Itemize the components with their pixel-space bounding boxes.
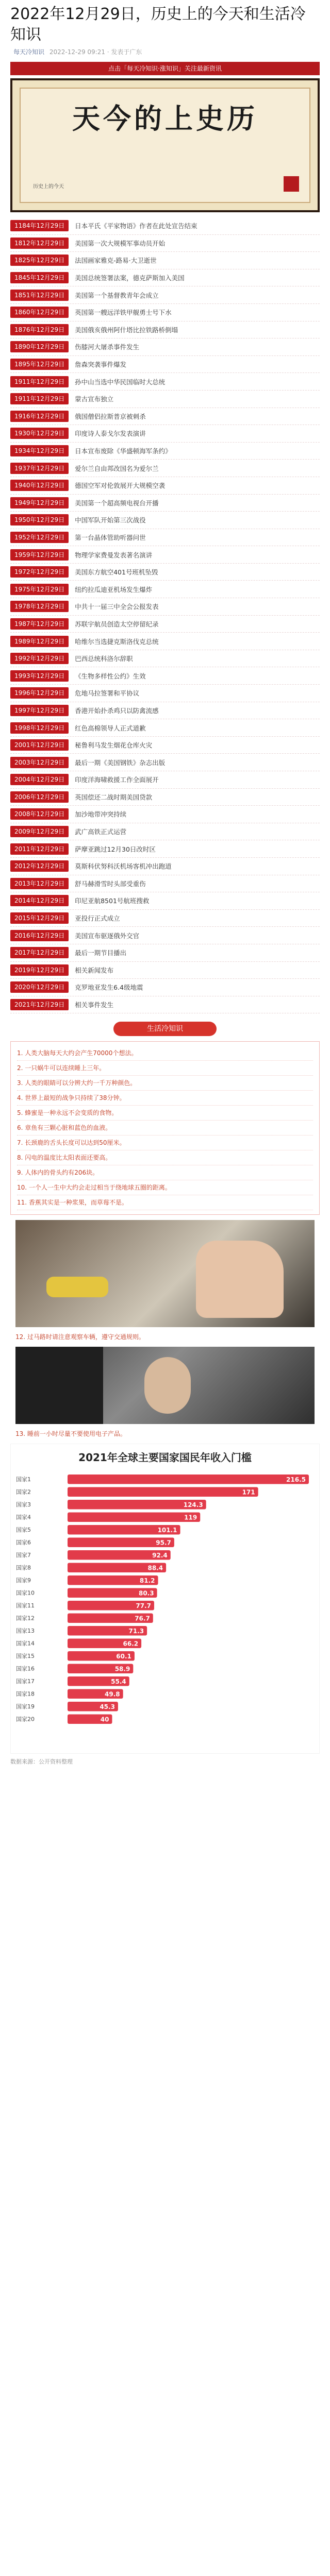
chart-value-label: 216.5: [286, 1476, 306, 1484]
chart-category-label: 国家20: [16, 1716, 35, 1723]
event-row: [10, 235, 320, 252]
event-date: 1940年12月29日: [10, 480, 69, 491]
chart-value-label: 60.1: [116, 1653, 131, 1660]
event-date: 1959年12月29日: [10, 549, 69, 561]
event-text: 俄国僧侣拉斯普京被刺杀: [75, 412, 146, 420]
event-row: [10, 702, 320, 720]
source-note: 数据来源：公开资料整理: [10, 1758, 73, 1766]
knowledge-item: 1. 人类大脑每天大约会产生70000个想法。: [17, 1046, 313, 1061]
event-date: 1184年12月29日: [10, 220, 69, 231]
event-row: [10, 477, 320, 495]
event-row: [10, 408, 320, 426]
event-date: 2001年12月29日: [10, 739, 69, 751]
event-date: 1890年12月29日: [10, 341, 69, 352]
event-date: 1996年12月29日: [10, 687, 69, 699]
event-row: [10, 425, 320, 443]
chart-value-label: 77.7: [136, 1602, 151, 1610]
event-text: 美国第一次大规模军事动员开始: [75, 239, 166, 247]
event-date: 2004年12月29日: [10, 774, 69, 785]
knowledge-item: 2. 一只蜗牛可以连续睡上三年。: [17, 1061, 313, 1076]
event-date: 2014年12月29日: [10, 895, 69, 906]
income-chart: [10, 1444, 320, 1754]
event-text: 第一台晶体管助听器问世: [75, 533, 146, 541]
event-row: [10, 927, 320, 944]
account-link[interactable]: 每天冷知识: [13, 48, 45, 56]
chart-value-label: 76.7: [135, 1615, 150, 1622]
event-text: 巴西总统科洛尔辞职: [75, 655, 133, 663]
caption-1: 12. 过马路时请注意观察车辆，遵守交通规则。: [15, 1333, 145, 1341]
red-seal-icon: [284, 176, 299, 192]
follow-banner[interactable]: 点击「每天冷知识·涨知识」关注最新资讯: [10, 62, 320, 75]
event-text: 印尼亚航8501号航班搜救: [75, 897, 150, 905]
event-text: 印度诗人泰戈尔发表演讲: [75, 430, 146, 438]
event-date: 1930年12月29日: [10, 428, 69, 439]
event-date: 1845年12月29日: [10, 272, 69, 283]
dark-panel: [15, 1347, 103, 1424]
event-text: 美国第一个基督教青年会成立: [75, 291, 159, 299]
event-row: [10, 910, 320, 927]
event-row: [10, 495, 320, 512]
knowledge-item: 11. 香蕉其实是一种浆果，而草莓不是。: [17, 1195, 313, 1210]
chart-category-label: 国家10: [16, 1589, 35, 1597]
event-row: [10, 875, 320, 893]
chart-value-label: 71.3: [128, 1628, 144, 1635]
event-row: [10, 581, 320, 598]
event-text: 美国东方航空401号班机坠毁: [75, 568, 158, 577]
event-text: 爱尔兰自由邦改国名为爱尔兰: [75, 464, 159, 472]
hand-shape: [196, 1241, 284, 1318]
event-row: [10, 840, 320, 858]
chart-value-label: 88.4: [147, 1564, 163, 1572]
event-text: 莫斯科伏努科沃机场客机冲出跑道: [75, 862, 172, 871]
event-date: 1911年12月29日: [10, 393, 69, 404]
event-text: 秘鲁利马发生烟花仓库火灾: [75, 741, 153, 750]
event-text: 香港开始扑杀鸡只以防禽流感: [75, 706, 159, 715]
knowledge-item: 8. 闪电的温度比太阳表面还要高。: [17, 1150, 313, 1165]
event-date: 1895年12月29日: [10, 359, 69, 370]
event-row: [10, 269, 320, 287]
chart-bar: [68, 1487, 258, 1497]
chart-value-label: 45.3: [100, 1703, 115, 1711]
event-date: 2017年12月29日: [10, 947, 69, 958]
chart-value-label: 81.2: [139, 1577, 155, 1585]
calligraphy-title: 天今的上史历: [72, 102, 258, 135]
event-text: 危地马拉签署和平协议: [75, 689, 140, 698]
event-date: 1812年12月29日: [10, 238, 69, 249]
events-list: [10, 217, 320, 1013]
event-text: 詹森突袭事件爆发: [75, 361, 127, 369]
article-title: 2022年12月29日，历史上的今天和生活冷知识: [10, 5, 306, 44]
chart-category-label: 国家9: [16, 1577, 31, 1584]
event-text: 美国总统签署法案，德克萨斯加入美国: [75, 274, 185, 282]
event-text: 蒙古宣布独立: [75, 395, 114, 403]
event-date: 2009年12月29日: [10, 826, 69, 837]
event-text: 孙中山当选中华民国临时大总统: [75, 378, 166, 386]
event-row: [10, 460, 320, 477]
event-text: 萨摩亚跳过12月30日改时区: [75, 845, 156, 853]
event-row: [10, 719, 320, 737]
event-row: [10, 356, 320, 374]
event-row: [10, 979, 320, 996]
chart-title: 2021年全球主要国家国民年收入门槛: [78, 1451, 252, 1464]
event-row: [10, 633, 320, 650]
chart-value-label: 58.9: [114, 1665, 130, 1673]
event-date: 2015年12月29日: [10, 912, 69, 924]
event-text: 法国画家雅克-路易·大卫逝世: [75, 257, 157, 265]
event-date: 1911年12月29日: [10, 376, 69, 387]
event-row: [10, 391, 320, 408]
chart-svg: [11, 1468, 319, 1736]
chart-category-label: 国家8: [16, 1564, 31, 1571]
portrait-photo: [15, 1347, 315, 1424]
event-date: 1860年12月29日: [10, 307, 69, 318]
event-text: 舒马赫滑雪时头部受重伤: [75, 879, 146, 888]
knowledge-header: 生活冷知识: [113, 1022, 217, 1036]
chart-value-label: 40: [100, 1716, 109, 1723]
event-date: 1998年12月29日: [10, 722, 69, 734]
event-text: 纽约拉瓜迪亚机场发生爆炸: [75, 585, 153, 594]
event-text: 中国军队开始第三次战役: [75, 516, 146, 524]
driving-photo: [15, 1220, 315, 1327]
event-row: [10, 616, 320, 633]
event-text: 美国俄亥俄州阿什塔比拉铁路桥倒塌: [75, 326, 178, 334]
event-date: 1949年12月29日: [10, 497, 69, 509]
knowledge-item: 3. 人类的眼睛可以分辨大约一千万种颜色。: [17, 1076, 313, 1091]
event-row: [10, 892, 320, 910]
event-row: [10, 529, 320, 547]
knowledge-item: 5. 蜂蜜是一种永远不会变质的食物。: [17, 1106, 313, 1121]
event-date: 1987年12月29日: [10, 618, 69, 630]
event-text: 物理学家费曼发表著名演讲: [75, 551, 153, 559]
event-date: 1993年12月29日: [10, 670, 69, 682]
event-text: 伤膝河大屠杀事件发生: [75, 343, 140, 351]
meta-tail: 2022-12-29 09:21 · 发表于广东: [49, 48, 142, 56]
event-row: [10, 373, 320, 391]
event-text: 印度洋海啸救援工作全面展开: [75, 776, 159, 784]
chart-value-label: 92.4: [152, 1552, 168, 1560]
event-text: 英国偿还二战时期美国贷款: [75, 793, 153, 801]
event-date: 2016年12月29日: [10, 930, 69, 941]
event-date: 2013年12月29日: [10, 878, 69, 889]
event-row: [10, 512, 320, 529]
event-row: [10, 754, 320, 771]
event-row: [10, 667, 320, 685]
event-date: 1997年12月29日: [10, 705, 69, 716]
event-date: 2008年12月29日: [10, 808, 69, 820]
event-text: 德国空军对伦敦展开大规模空袭: [75, 482, 166, 490]
chart-value-label: 95.7: [156, 1539, 171, 1547]
chart-category-label: 国家19: [16, 1703, 35, 1710]
chart-category-label: 国家5: [16, 1527, 31, 1534]
chart-category-label: 国家17: [16, 1678, 35, 1685]
event-date: 1851年12月29日: [10, 290, 69, 301]
event-row: [10, 858, 320, 875]
scroll-banner-image: [10, 78, 320, 212]
event-row: [10, 650, 320, 668]
event-text: 相关事件发生: [75, 1001, 114, 1009]
face-shape: [144, 1357, 191, 1414]
knowledge-box: [10, 1041, 320, 1215]
event-date: 2012年12月29日: [10, 860, 69, 872]
event-date: 1934年12月29日: [10, 445, 69, 456]
event-date: 2020年12月29日: [10, 981, 69, 993]
article-meta: [10, 47, 320, 57]
event-row: [10, 304, 320, 321]
caption-2: 13. 睡前一小时尽量不要使用电子产品。: [15, 1430, 126, 1438]
event-row: [10, 217, 320, 235]
knowledge-item: 6. 章鱼有三颗心脏和蓝色的血液。: [17, 1121, 313, 1136]
event-text: 武广高铁正式运营: [75, 828, 127, 836]
event-date: 1978年12月29日: [10, 601, 69, 612]
event-text: 美国第一个超高频电视台开播: [75, 499, 159, 507]
event-date: 1916年12月29日: [10, 411, 69, 422]
chart-category-label: 国家11: [16, 1602, 35, 1609]
event-text: 最后一期节目播出: [75, 949, 127, 957]
event-date: 1937年12月29日: [10, 463, 69, 474]
chart-value-label: 80.3: [138, 1589, 154, 1597]
knowledge-item: 10. 一个人一生中大约会走过相当于绕地球五圈的距离。: [17, 1180, 313, 1195]
chart-value-label: 66.2: [123, 1640, 139, 1648]
event-text: 日本宣布废除《华盛顿海军条约》: [75, 447, 172, 455]
chart-category-label: 国家12: [16, 1615, 35, 1622]
chart-category-label: 国家14: [16, 1640, 35, 1647]
event-text: 最后一期《美国钢铁》杂志出版: [75, 758, 166, 767]
event-row: [10, 338, 320, 356]
event-date: 2019年12月29日: [10, 964, 69, 976]
chart-category-label: 国家3: [16, 1501, 31, 1509]
knowledge-item: 7. 长颈鹿的舌头长度可以达到50厘米。: [17, 1136, 313, 1150]
scroll-small-text: 历史上的今天: [33, 184, 64, 190]
event-row: [10, 823, 320, 841]
chart-value-label: 119: [184, 1514, 197, 1521]
event-row: [10, 443, 320, 460]
yellow-car-shape: [46, 1277, 108, 1297]
chart-bar: [68, 1475, 309, 1484]
event-text: 红色高棉领导人正式道歉: [75, 724, 146, 732]
event-row: [10, 564, 320, 581]
event-text: 相关新闻发布: [75, 966, 114, 974]
event-row: [10, 962, 320, 979]
event-text: 《生物多样性公约》生效: [75, 672, 146, 680]
event-row: [10, 252, 320, 269]
chart-value-label: 101.1: [157, 1527, 177, 1534]
event-row: [10, 685, 320, 702]
chart-category-label: 国家6: [16, 1539, 31, 1546]
chart-value-label: 171: [242, 1488, 255, 1496]
event-row: [10, 944, 320, 962]
event-text: 亚投行正式成立: [75, 914, 120, 923]
chart-category-label: 国家15: [16, 1653, 35, 1660]
chart-value-label: 49.8: [105, 1690, 120, 1698]
chart-category-label: 国家18: [16, 1690, 35, 1698]
event-date: 2006年12月29日: [10, 791, 69, 803]
chart-value-label: 124.3: [183, 1501, 203, 1509]
event-row: [10, 996, 320, 1014]
event-row: [10, 546, 320, 564]
chart-category-label: 国家7: [16, 1552, 31, 1559]
knowledge-item: 4. 世界上最短的战争只持续了38分钟。: [17, 1091, 313, 1106]
event-date: 2011年12月29日: [10, 843, 69, 855]
knowledge-item: 9. 人体内的骨头约有206块。: [17, 1165, 313, 1180]
event-text: 美国宣布驱逐俄外交官: [75, 931, 140, 940]
event-date: 2003年12月29日: [10, 757, 69, 768]
event-text: 克罗地亚发生6.4级地震: [75, 984, 143, 992]
event-row: [10, 321, 320, 339]
event-text: 加沙地带冲突持续: [75, 810, 127, 819]
chart-category-label: 国家4: [16, 1514, 31, 1521]
event-date: 1989年12月29日: [10, 636, 69, 647]
event-row: [10, 771, 320, 789]
event-date: 1876年12月29日: [10, 324, 69, 335]
event-date: 1975年12月29日: [10, 584, 69, 595]
event-row: [10, 598, 320, 616]
chart-bar: [68, 1513, 200, 1522]
chart-category-label: 国家2: [16, 1488, 31, 1496]
event-text: 苏联宇航员创造太空停留纪录: [75, 620, 159, 628]
event-text: 哈维尔当选捷克斯洛伐克总统: [75, 637, 159, 646]
event-date: 1825年12月29日: [10, 255, 69, 266]
event-date: 1950年12月29日: [10, 514, 69, 526]
chart-category-label: 国家16: [16, 1665, 35, 1672]
event-date: 1952年12月29日: [10, 532, 69, 543]
event-date: 1972年12月29日: [10, 566, 69, 578]
event-date: 2021年12月29日: [10, 999, 69, 1010]
chart-category-label: 国家13: [16, 1628, 35, 1635]
event-text: 中共十一届三中全会公报发表: [75, 603, 159, 611]
event-row: [10, 806, 320, 823]
event-text: 英国第一艘远洋铁甲舰勇士号下水: [75, 309, 172, 317]
chart-value-label: 55.4: [111, 1678, 126, 1686]
chart-category-label: 国家1: [16, 1476, 31, 1483]
event-row: [10, 789, 320, 806]
event-date: 1992年12月29日: [10, 653, 69, 664]
event-row: [10, 737, 320, 754]
event-row: [10, 286, 320, 304]
event-text: 日本平氏《平家物语》作者在此处宣告结束: [75, 222, 197, 230]
